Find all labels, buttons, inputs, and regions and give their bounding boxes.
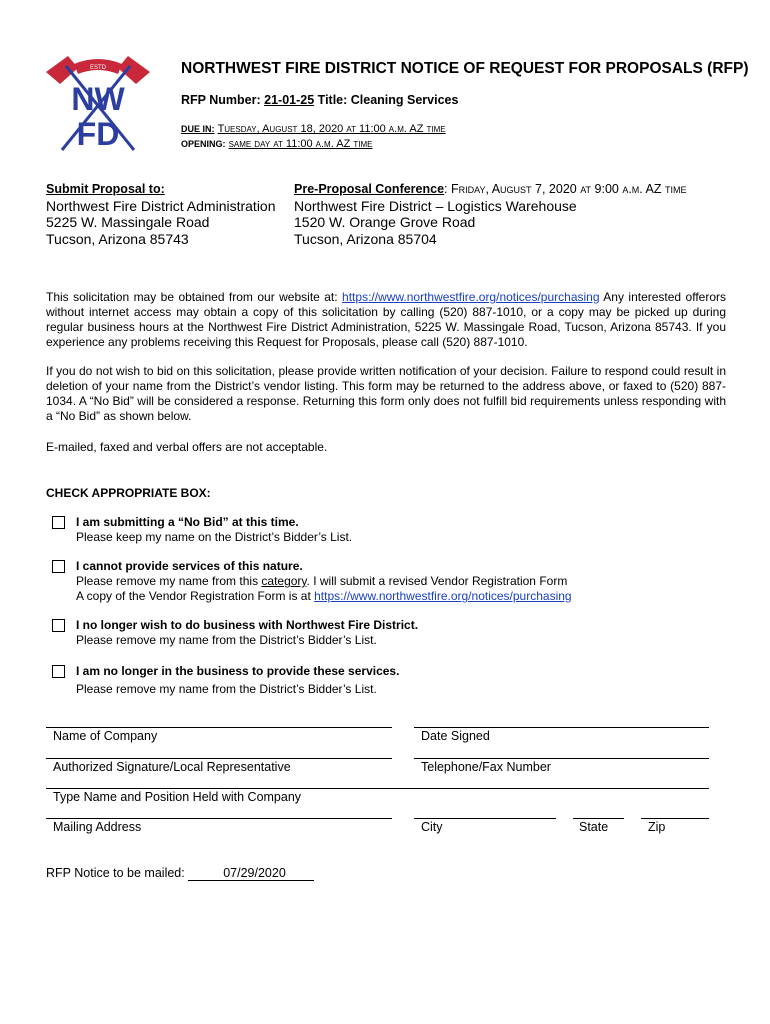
opening-value: same day at 11:00 a.m. AZ time <box>228 138 373 150</box>
check-box-heading: CHECK APPROPRIATE BOX: <box>46 486 211 500</box>
option1-title: I am submitting a “No Bid” at this time. <box>76 515 299 529</box>
city-line[interactable] <box>414 818 556 819</box>
rfp-number-line <box>181 93 458 107</box>
option2-category: category <box>261 574 307 588</box>
option-not-in-business <box>52 664 702 697</box>
phone-label: Telephone/Fax Number <box>421 760 551 774</box>
para1-after: Any interested offerors without internet access may obtain a copy of this solicitation by calling (520) 887-1010, or a copy may be picked up during regular business hours at the Northwest Fire District Administration, 5225 W. Massingale Road, Tucson, Arizona 85743. If you experience any problems receiving this Request for Proposals, please call (520) 887-1010. <box>46 290 726 349</box>
preproposal-block <box>294 181 687 247</box>
date-signed-line[interactable] <box>414 727 709 728</box>
para1-before: This solicitation may be obtained from our website at: <box>46 290 343 304</box>
signature-line[interactable] <box>46 758 392 759</box>
submit-proposal-block <box>46 181 276 247</box>
company-label: Name of Company <box>53 729 158 743</box>
option2-desc-a: Please remove my name from this <box>76 574 262 588</box>
option3-title: I no longer wish to do business with Northwest Fire District. <box>76 618 419 632</box>
type-name-label: Type Name and Position Held with Company <box>53 790 302 804</box>
option2-title: I cannot provide services of this nature. <box>76 559 303 573</box>
zip-line[interactable] <box>641 818 709 819</box>
option-cannot-provide <box>52 559 702 604</box>
signature-label: Authorized Signature/Local Representative <box>53 760 291 774</box>
preproposal-line1: Northwest Fire District – Logistics Warehouse <box>294 197 577 214</box>
opening-line <box>181 138 372 150</box>
zip-label: Zip <box>648 820 666 834</box>
logo-fd-text: FD <box>76 116 120 152</box>
date-signed-label: Date Signed <box>421 729 490 743</box>
preproposal-line2: 1520 W. Orange Grove Road <box>294 214 476 230</box>
option1-desc: Please keep my name on the District’s Bidder’s List. <box>76 530 353 544</box>
mailing-address-label: Mailing Address <box>53 820 142 834</box>
company-line[interactable] <box>46 727 392 728</box>
submit-line2: 5225 W. Massingale Road <box>46 214 210 230</box>
state-label: State <box>579 820 609 834</box>
phone-line[interactable] <box>414 758 709 759</box>
district-logo <box>38 50 158 160</box>
city-label: City <box>421 820 443 834</box>
due-line <box>181 123 446 135</box>
mailing-address-line[interactable] <box>46 818 392 819</box>
mailed-label: RFP Notice to be mailed: <box>46 866 185 880</box>
rfp-number-label: RFP Number: <box>181 93 261 107</box>
submit-line3: Tucson, Arizona 85743 <box>46 230 189 247</box>
option4-desc: Please remove my name from the District’s Bidder’s List. <box>76 682 377 696</box>
no-bid-paragraph: If you do not wish to bid on this solicitation, please provide written notification of your decision. Failure to respond could result in deletion of your name from the District’s vendor listing. This form may be returned to the address above, or faxed to (520) 887-1034. A “No Bid” will be considered a response. Returning this form only does not fulfill bid requirements unless responding with a “No Bid” as shown below. <box>46 364 726 423</box>
mailed-date: 07/29/2020 <box>188 866 314 881</box>
opening-label: OPENING: <box>181 139 226 149</box>
preproposal-when: : Friday, August 7, 2020 at 9:00 a.m. AZ time <box>444 182 687 196</box>
due-label: DUE IN: <box>181 124 215 134</box>
mailed-date-line <box>46 866 314 881</box>
submit-line1: Northwest Fire District Administration <box>46 197 276 214</box>
page-title: NORTHWEST FIRE DISTRICT NOTICE OF REQUEST FOR PROPOSALS (RFP) <box>181 60 749 77</box>
state-line[interactable] <box>573 818 624 819</box>
purchasing-link[interactable]: https://www.northwestfire.org/notices/purchasing <box>342 290 600 304</box>
option2-desc-c: . I will submit a revised Vendor Registration Form <box>306 574 568 588</box>
option-no-business <box>52 618 702 648</box>
rfp-number: 21-01-25 <box>264 93 315 107</box>
no-business-checkbox[interactable] <box>52 619 65 632</box>
option-no-bid <box>52 515 702 545</box>
option3-desc: Please remove my name from the District’s Bidder’s List. <box>76 633 377 647</box>
option2-form-note: A copy of the Vendor Registration Form is at <box>76 589 315 603</box>
rfp-title: Title: Cleaning Services <box>317 93 459 107</box>
type-name-line[interactable] <box>46 788 709 789</box>
submit-heading: Submit Proposal to: <box>46 182 165 196</box>
cannot-provide-checkbox[interactable] <box>52 560 65 573</box>
solicitation-paragraph <box>46 290 726 350</box>
no-bid-checkbox[interactable] <box>52 516 65 529</box>
due-value: Tuesday, August 18, 2020 at 11:00 a.m. AZ time <box>217 123 446 135</box>
vendor-registration-link[interactable]: https://www.northwestfire.org/notices/purchasing <box>314 589 572 603</box>
logo-estd-text: ESTD <box>89 65 107 71</box>
preproposal-line3: Tucson, Arizona 85704 <box>294 230 437 247</box>
option4-title: I am no longer in the business to provide these services. <box>76 664 400 678</box>
offers-note: E-mailed, faxed and verbal offers are not acceptable. <box>46 440 328 454</box>
not-in-business-checkbox[interactable] <box>52 665 65 678</box>
preproposal-heading: Pre-Proposal Conference <box>294 182 445 196</box>
logo-nw-text: NW <box>71 81 125 117</box>
